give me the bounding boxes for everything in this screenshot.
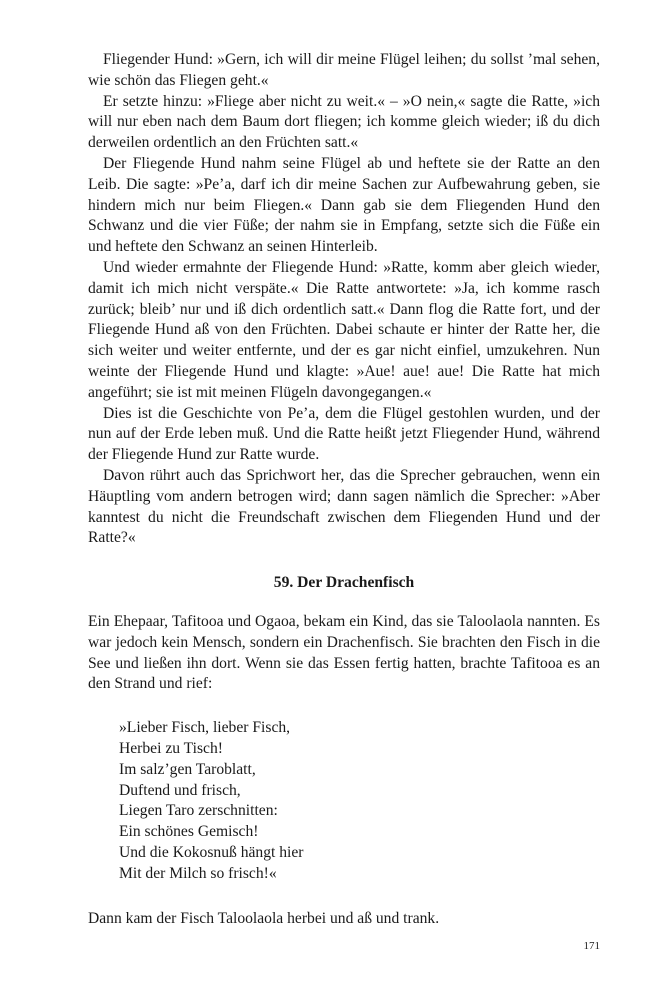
poem-line: Liegen Taro zerschnitten: (119, 802, 278, 820)
poem-line: Herbei zu Tisch! (119, 739, 223, 757)
poem-line: Duftend und frisch, (119, 781, 241, 799)
poem-line: »Lieber Fisch, lieber Fisch, (119, 719, 291, 737)
poem (119, 718, 600, 884)
paragraph: Der Fliegende Hund nahm seine Flügel ab und heftete sie der Ratte an den Leib. Die sagte: »Pe’a, darf ich dir meine Sachen zur Aufbewahrung geben, sie hindern mich nur beim Fliegen.« Dann gab sie dem Fliegenden Hund den Schwanz und die vier Füße; der nahm sie in Empfang, setzte sich die Füße ein und heftete den Schwanz an seinen Hinterleib. (88, 154, 600, 256)
page-number: 171 (583, 940, 600, 952)
closing-paragraph: Dann kam der Fisch Taloolaola herbei und aß und trank. (88, 910, 440, 928)
page-body (88, 50, 600, 930)
poem-line: Mit der Milch so frisch!« (119, 864, 277, 882)
poem-line: Ein schönes Gemisch! (119, 823, 259, 841)
paragraph: Und wieder ermahnte der Fliegende Hund: »Ratte, komm aber gleich wieder, damit ich mich nicht verspäte.« Die Ratte antwortete: »Ja, ich komme rasch zurück; bleib’ nur und iß dich ordentlich satt.« Dann flog die Ratte fort, und der Fliegende Hund aß von den Früchten. Dabei schaute er hinter der Ratte her, die sich weiter und weiter entfernte, und der es gar nicht einfiel, umzukehren. Nun weinte der Fliegende Hund und klagte: »Aue! aue! aue! Die Ratte hat mich angeführt; sie ist mit meinen Flügeln davongegangen.« (88, 258, 600, 401)
paragraph: Dies ist die Geschichte von Pe’a, dem die Flügel gestohlen wurden, und der nun auf der Erde leben muß. Und die Ratte heißt jetzt Fliegender Hund, während der Fliegende Hund zur Ratte wurde. (88, 404, 600, 464)
intro-paragraph: Ein Ehepaar, Tafitooa und Ogaoa, bekam ein Kind, das sie Taloolaola nannten. Es war jedoch kein Mensch, sondern ein Drachenfisch. Sie brachten den Fisch in die See und ließen ihn dort. Wenn sie das Essen fertig hatten, brachte Tafitooa es an den Strand und rief: (88, 612, 600, 693)
paragraph: Davon rührt auch das Sprichwort her, das die Sprecher gebrauchen, wenn ein Häuptling vom andern betrogen wird; dann sagen nämlich die Sprecher: »Aber kanntest du nicht die Freundschaft zwischen dem Fliegenden Hund und der Ratte?« (88, 466, 600, 547)
poem-line: Und die Kokosnuß hängt hier (119, 843, 304, 861)
paragraph: Er setzte hinzu: »Fliege aber nicht zu weit.« – »O nein,« sagte die Ratte, »ich will nur eben nach dem Baum dort fliegen; ich komme gleich wieder; iß du dich derweilen ordentlich an den Früchten satt.« (88, 92, 600, 152)
poem-line: Im salz’gen Taroblatt, (119, 760, 256, 778)
section-heading: 59. Der Drachenfisch (273, 574, 415, 592)
paragraph: Fliegender Hund: »Gern, ich will dir meine Flügel leihen; du sollst ’mal sehen, wie schön das Fliegen geht.« (88, 51, 600, 89)
